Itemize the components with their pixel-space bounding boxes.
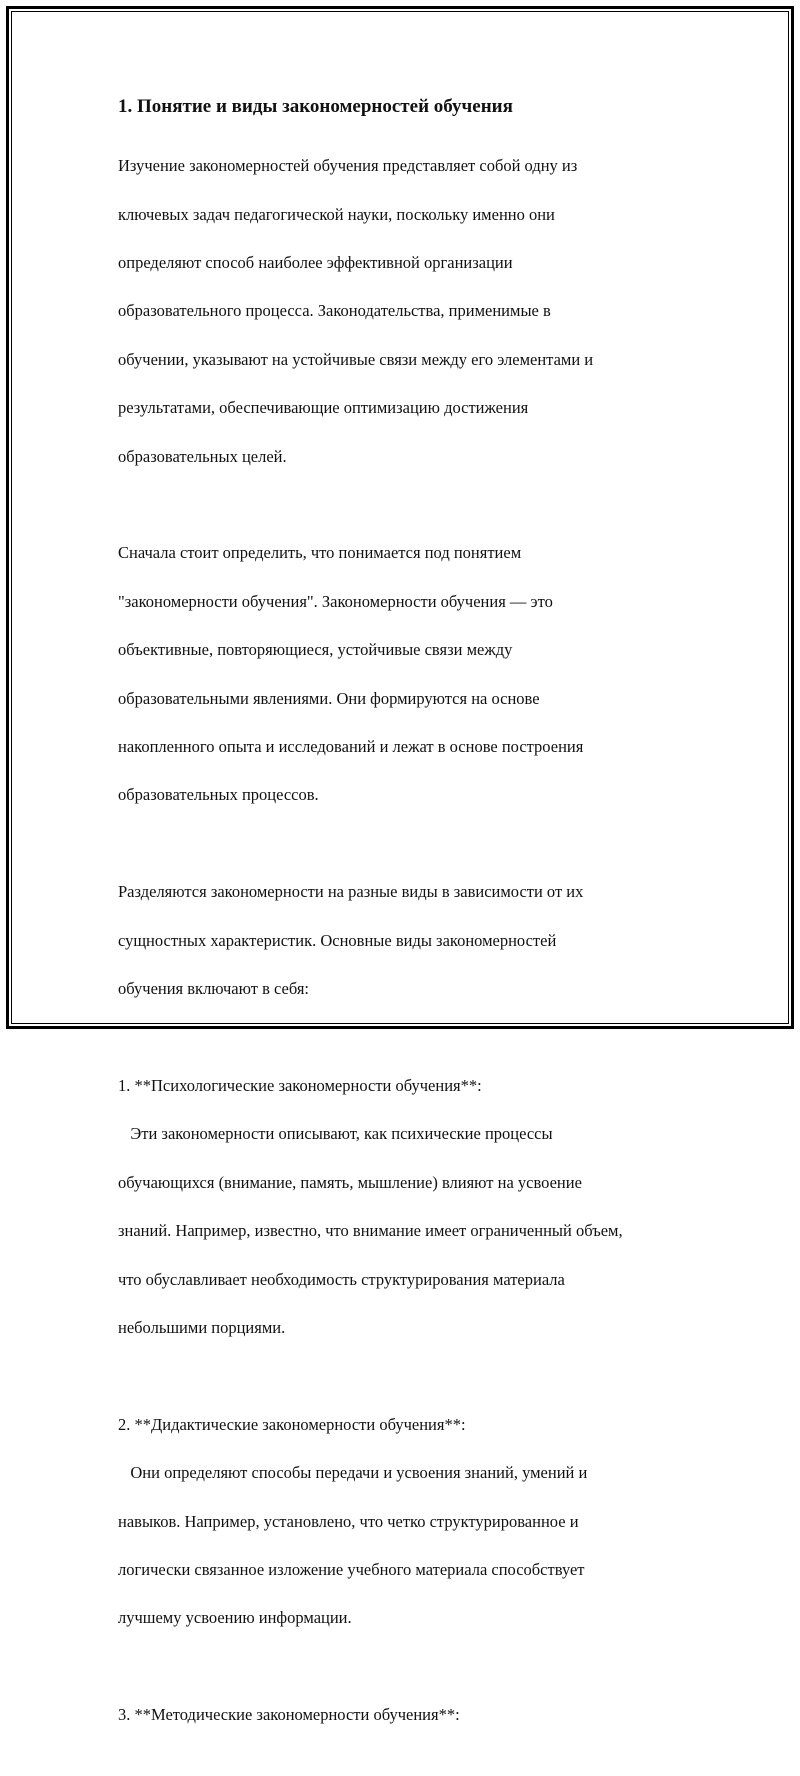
text-line: логически связанное изложение учебного материала способствует — [118, 1559, 585, 1579]
text-line: обучающихся (внимание, память, мышление) влияют на усвоение — [118, 1172, 582, 1192]
list-item-psychological — [118, 1050, 698, 1365]
text-line: образовательных процессов. — [118, 785, 319, 805]
list-item-didactic — [118, 1389, 698, 1655]
text-line: обучении, указывают на устойчивые связи между его элементами и — [118, 349, 594, 369]
text-line: определяют способ наиболее эффективной организации — [118, 253, 513, 273]
text-line: накопленного опыта и исследований и лежат в основе построения — [118, 737, 584, 757]
text-line: лучшему усвоению информации. — [118, 1608, 352, 1628]
text-line: образовательных целей. — [118, 446, 287, 466]
list-item-methodical — [118, 1679, 698, 1752]
text-line: Изучение закономерностей обучения представляет собой одну из — [118, 156, 578, 176]
text-line: образовательного процесса. Законодательства, применимые в — [118, 301, 551, 321]
text-line: объективные, повторяющиеся, устойчивые связи между — [118, 640, 513, 660]
text-line: "закономерности обучения". Закономерности обучения — это — [118, 591, 553, 611]
text-line: Эти закономерности описывают, как психические процессы — [118, 1124, 553, 1144]
paragraph-types-intro — [118, 856, 698, 1025]
section-title: 1. Понятие и виды закономерностей обучения — [118, 96, 513, 117]
text-line: 1. **Психологические закономерности обучения**: — [118, 1075, 482, 1095]
text-line: ключевых задач педагогической науки, поскольку именно они — [118, 204, 555, 224]
text-line: образовательными явлениями. Они формируются на основе — [118, 688, 540, 708]
text-line: сущностных характеристик. Основные виды закономерностей — [118, 930, 557, 950]
text-line: знаний. Например, известно, что внимание имеет ограниченный объем, — [118, 1221, 623, 1241]
text-line: 3. **Методические закономерности обучения**: — [118, 1705, 460, 1725]
document-body — [118, 94, 698, 1776]
text-line: результатами, обеспечивающие оптимизацию достижения — [118, 398, 529, 418]
text-line: навыков. Например, установлено, что четко структурированное и — [118, 1511, 579, 1531]
text-line: что обуславливает необходимость структурирования материала — [118, 1269, 565, 1289]
paragraph-intro — [118, 130, 698, 493]
text-line: небольшими порциями. — [118, 1317, 286, 1337]
text-line: Сначала стоит определить, что понимается под понятием — [118, 543, 522, 563]
paragraph-definition — [118, 517, 698, 832]
text-line: Разделяются закономерности на разные виды в зависимости от их — [118, 882, 584, 902]
text-line: обучения включают в себя: — [118, 979, 309, 999]
text-line: Они определяют способы передачи и усвоения знаний, умений и — [118, 1463, 588, 1483]
text-line: 2. **Дидактические закономерности обучения**: — [118, 1414, 466, 1434]
